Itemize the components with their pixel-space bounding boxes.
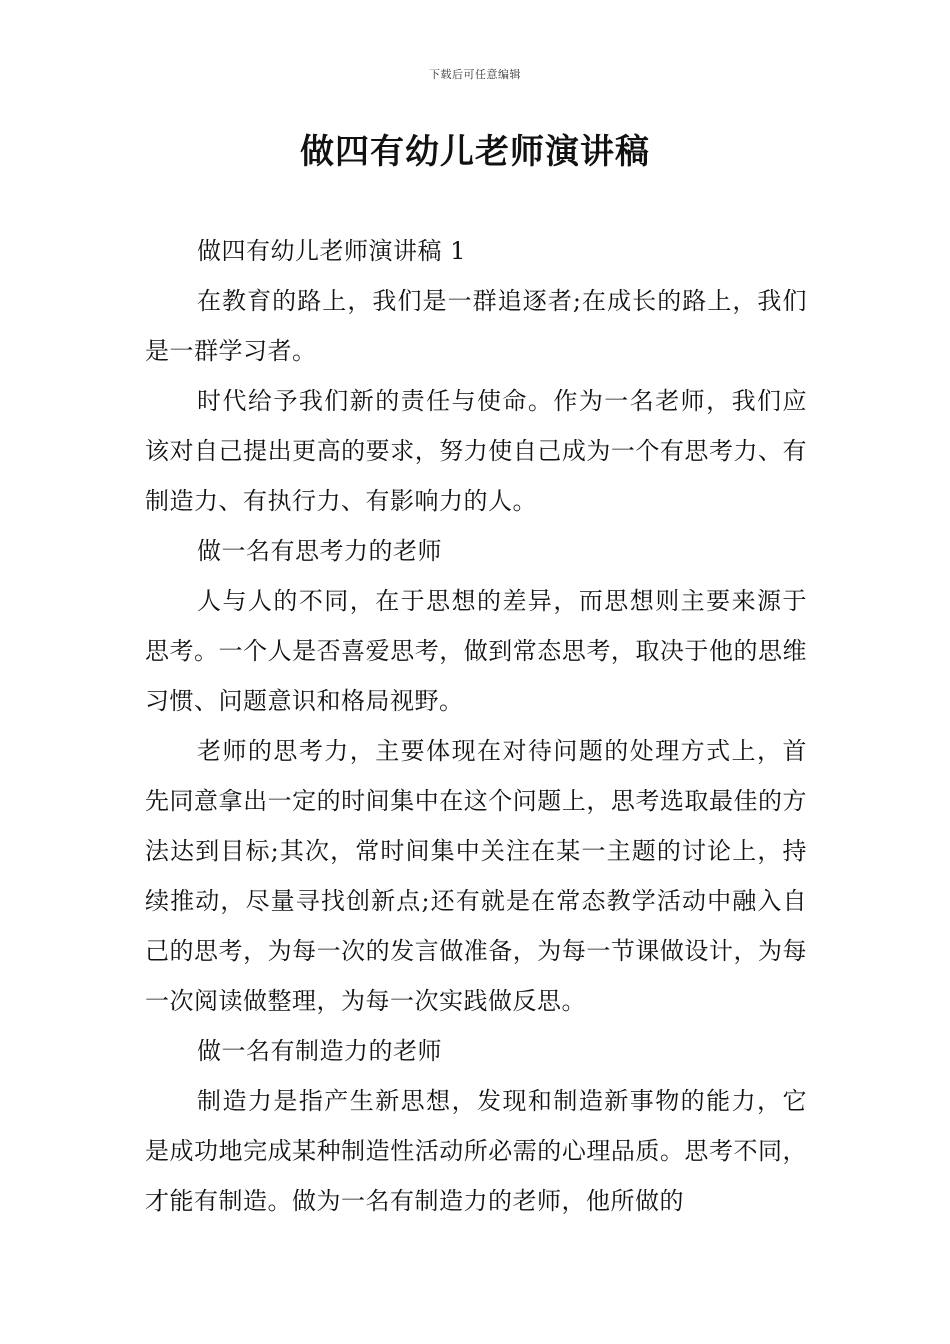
- section-heading: 做一名有思考力的老师: [197, 537, 442, 565]
- body-paragraph: 制造力是指产生新思想，发现和制造新事物的能力，它是成功地完成某种制造性活动所必需的心理品质。思考不同，才能有制造。做为一名有制造力的老师，他所做的: [145, 1087, 807, 1215]
- subtitle-paragraph: 做四有幼儿老师演讲稿 1: [197, 237, 466, 265]
- body-paragraph: 时代给予我们新的责任与使命。作为一名老师，我们应该对自己提出更高的要求，努力使自己成为一个有思考力、有制造力、有执行力、有影响力的人。: [145, 387, 807, 515]
- header-note: 下载后可任意编辑: [429, 68, 521, 81]
- body-paragraph: 在教育的路上，我们是一群追逐者;在成长的路上，我们是一群学习者。: [145, 287, 807, 365]
- body-paragraph: 老师的思考力，主要体现在对待问题的处理方式上，首先同意拿出一定的时间集中在这个问题上，思考选取最佳的方法达到目标;其次，常时间集中关注在某一主题的讨论上，持续推动，尽量寻找创新点;还有就是在常态教学活动中融入自己的思考，为每一次的发言做准备，为每一节课做设计，为每一次阅读做整理，为每一次实践做反思。: [145, 737, 807, 1015]
- body-paragraph: 人与人的不同，在于思想的差异，而思想则主要来源于思考。一个人是否喜爱思考，做到常态思考，取决于他的思维习惯、问题意识和格局视野。: [145, 587, 807, 715]
- section-heading: 做一名有制造力的老师: [197, 1037, 442, 1065]
- document-body: [145, 226, 807, 1226]
- page-title: 做四有幼儿老师演讲稿: [300, 132, 650, 172]
